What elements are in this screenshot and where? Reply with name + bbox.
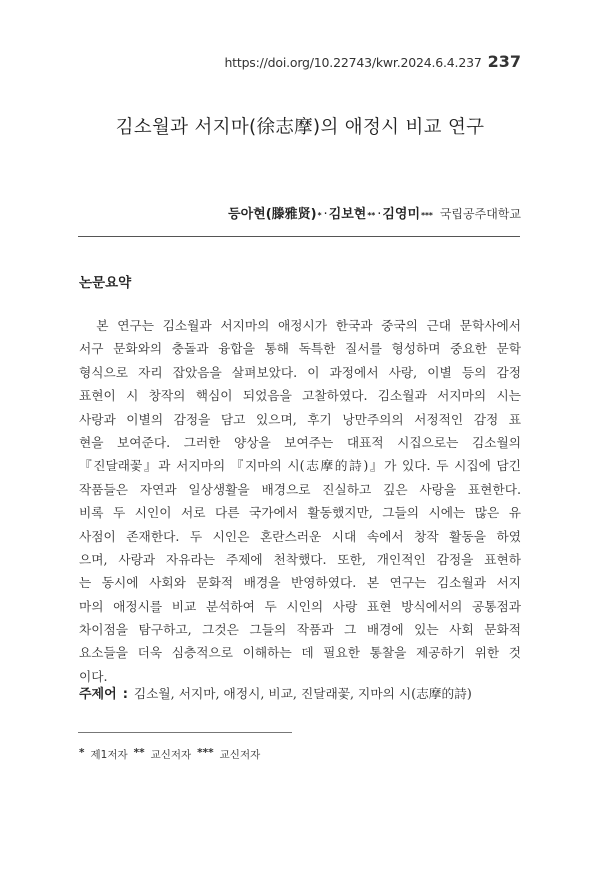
- footnote-mark-1: *: [79, 747, 85, 759]
- keywords-list: 김소월, 서지마, 애정시, 비교, 진달래꽃, 지마의 시(志摩的詩): [133, 686, 472, 701]
- abstract-line: 『진달래꽃』과 서지마의 『지마의 시(志摩的詩)』가 있다. 두 시집에 담긴: [79, 458, 521, 474]
- author-1-name: 등아현(滕雅贤): [228, 207, 317, 222]
- footnote-text-1: 제1저자: [90, 749, 128, 761]
- page-header: [224, 52, 521, 71]
- footnote: [79, 747, 260, 762]
- author-line: [228, 203, 521, 222]
- header-divider: [78, 236, 520, 237]
- abstract-line: 작품들은 자연과 일상생활을 배경으로 진실하고 깊은 사랑을 표현한다.: [79, 481, 521, 497]
- abstract-line: 표현이 시 창작의 핵심이 되었음을 고찰하였다. 김소월과 서지마의 시는: [79, 388, 521, 404]
- abstract-line: 차이점을 탐구하고, 그것은 그들의 작품과 그 배경에 있는 사회 문화적: [79, 622, 521, 638]
- abstract-line: 본 연구는 김소월과 서지마의 애정시가 한국과 중국의 근대 문학사에서: [79, 318, 521, 333]
- keywords-label: 주제어: [79, 687, 117, 702]
- footnote-text-2: 교신저자: [150, 749, 192, 761]
- abstract-heading: 논문요약: [79, 275, 132, 291]
- doi-link[interactable]: https://doi.org/10.22743/kwr.2024.6.4.237: [224, 55, 482, 70]
- page-number: 237: [487, 52, 521, 71]
- abstract-line: 이다.: [79, 668, 108, 684]
- author-3-mark: ***: [421, 211, 433, 220]
- abstract-body: [79, 314, 521, 688]
- paper-title: 김소월과 서지마(徐志摩)의 애정시 비교 연구: [115, 117, 485, 138]
- footnote-text-3: 교신저자: [219, 749, 261, 761]
- author-2-name: 김보현: [328, 207, 367, 222]
- abstract-line: 사랑과 이별의 감정을 담고 있으며, 후기 낭만주의의 서정적인 감정 표: [79, 411, 521, 427]
- abstract-line: 현을 보여준다. 그러한 양상을 보여주는 대표적 시집으로는 김소월의: [79, 434, 521, 450]
- footnote-mark-2: **: [133, 747, 145, 759]
- author-3-name: 김영미: [382, 207, 421, 222]
- abstract-line: 요소들을 더욱 심층적으로 이해하는 데 필요한 통찰을 제공하기 위한 것: [79, 645, 521, 661]
- keywords: [79, 683, 472, 702]
- abstract-line: 마의 애정시를 비교 분석하여 두 시인의 사랑 표현 방식에서의 공통점과: [79, 598, 521, 614]
- footnote-divider: [78, 732, 292, 733]
- author-1-mark: *: [317, 211, 322, 220]
- author-separator: ·: [377, 207, 382, 222]
- abstract-line: 는 동시에 사회와 문화적 배경을 반영하였다. 본 연구는 김소월과 서지: [79, 575, 521, 591]
- author-2-mark: **: [367, 211, 376, 220]
- abstract-line: 서구 문화와의 충돌과 융합을 통해 독특한 질서를 형성하며 중요한 문학: [79, 341, 521, 357]
- keywords-colon: :: [122, 687, 128, 702]
- abstract-line: 으며, 사랑과 자유라는 주제에 천착했다. 또한, 개인적인 감정을 표현하: [79, 551, 521, 567]
- abstract-line: 형식으로 자리 잡았음을 살펴보았다. 이 과정에서 사랑, 이별 등의 감정: [79, 364, 521, 380]
- footnote-mark-3: ***: [197, 747, 214, 759]
- affiliation: 국립공주대학교: [439, 207, 521, 221]
- abstract-line: 비록 두 시인이 서로 다른 국가에서 활동했지만, 그들의 시에는 많은 유: [79, 505, 521, 521]
- abstract-line: 사점이 존재한다. 두 시인은 혼란스러운 시대 속에서 창작 활동을 하였: [79, 528, 521, 544]
- author-separator: ·: [323, 207, 328, 222]
